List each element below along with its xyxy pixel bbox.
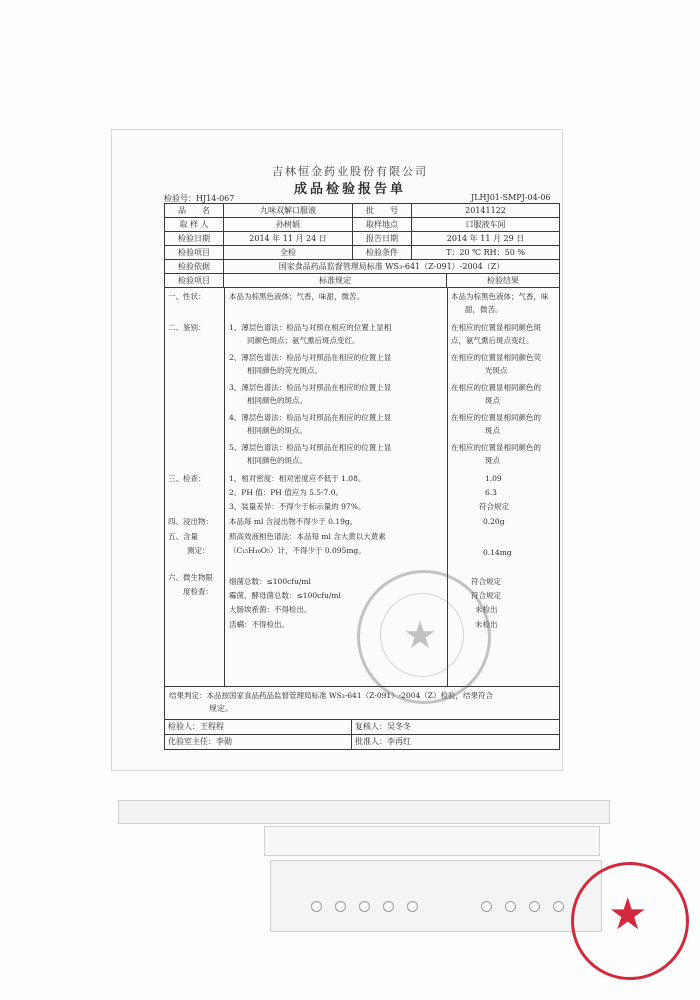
paper-edge: [118, 800, 610, 824]
result-line: 未检出: [475, 605, 498, 614]
paper-edge: [264, 826, 600, 856]
result-line: 在相应的位置显相同颜色的: [451, 413, 541, 422]
result-line: 符合规定: [471, 591, 501, 600]
info-row: [165, 232, 559, 246]
batch-value: 20141122: [465, 206, 506, 215]
info-row: [165, 260, 559, 274]
result-line: 1.09: [485, 474, 502, 483]
sampler-value: 孙树娟: [224, 218, 353, 231]
form-code: JLHJ01-SMPJ-04-06: [471, 193, 551, 202]
result-line: 斑点: [485, 426, 500, 435]
perforated-strip: [270, 860, 602, 932]
faded-company-seal: [357, 570, 491, 704]
item-label: 检验项目: [165, 246, 224, 259]
std-line: 大肠埃希菌：不得检出。: [229, 605, 312, 614]
result-line: 甜，微苦。: [465, 305, 503, 314]
std-line: 5、薄层色谱法：检品与对照品在相应的位置上显: [229, 443, 392, 452]
section-inspection: 三、检查：: [168, 474, 206, 483]
std-line: 本品为棕黑色液体；气香，味甜，微苦。: [229, 292, 364, 301]
std-line: 相同颜色的斑点。: [247, 426, 307, 435]
col-item: 检验项目: [165, 274, 224, 287]
section-extract: 四、浸出物：: [168, 517, 213, 526]
result-line: 在相应的位置显相同颜色的: [451, 383, 541, 392]
std-line: （C₁₅H₁₀O₅）计，不得少于 0.095mg。: [229, 546, 366, 555]
test-date-label: 检验日期: [165, 232, 224, 245]
std-line: 照高效液相色谱法：本品每 ml 含大黄以大黄素: [229, 532, 386, 541]
std-line: 活螨：不得检出。: [229, 620, 289, 629]
section-identification: 二、鉴别：: [168, 323, 206, 332]
conclusion-line: 结果判定：本品按国家食品药品监督管理局标准 WS₃-641（Z-091）-2004（Z）检验，结果符合: [169, 691, 493, 700]
section-appearance: 一、性状：: [168, 292, 206, 301]
result-line: 光斑点: [485, 366, 508, 375]
result-line: 斑点: [485, 456, 500, 465]
supervisor: 化验室主任：李勋: [165, 735, 352, 749]
std-line: 本品每 ml 含浸出物不得少于 0.19g。: [229, 517, 358, 526]
result-line: 0.20g: [483, 517, 505, 526]
result-line: 点，氨气熏后斑点变红。: [451, 336, 534, 345]
reviewer: 复核人：吴冬冬: [355, 722, 411, 731]
std-line: 相同颜色的荧光斑点。: [247, 366, 322, 375]
tester: 检验人：王程程: [165, 720, 352, 734]
divider: [224, 288, 225, 686]
product-value: 九味双解口服液: [224, 204, 353, 217]
report-table: [164, 203, 560, 750]
col-result: 检验结果: [487, 276, 519, 285]
cond-label: 检验条件: [353, 246, 412, 259]
std-line: 2、PH 值：PH 值应为 5.5-7.0。: [229, 488, 343, 497]
result-line: 斑点: [485, 396, 500, 405]
result-line: 符合规定: [471, 577, 501, 586]
std-line: 1、薄层色谱法：检品与对照在相应的位置上显相: [229, 323, 392, 332]
conclusion: [165, 687, 559, 720]
result-line: 6.3: [485, 488, 497, 497]
conclusion-line: 规定。: [209, 704, 233, 713]
std-line: 霉菌、酵母菌总数：≤100cfu/ml: [229, 591, 341, 600]
red-quality-seal: [571, 862, 689, 980]
product-label: 品 名: [165, 204, 224, 217]
std-line: 3、薄层色谱法：检品与对照品在相应的位置上显: [229, 383, 392, 392]
item-value: 全检: [224, 246, 353, 259]
result-line: 未检出: [475, 620, 498, 629]
company-name: 吉林恒金药业股份有限公司: [272, 165, 428, 178]
info-row: [165, 204, 559, 218]
result-line: 在相应的位置显相同颜色荧: [451, 353, 541, 362]
std-line: 2、薄层色谱法：检品与对照品在相应的位置上显: [229, 353, 392, 362]
star-icon: ★: [608, 889, 648, 940]
report-number: 检验号：HJ14-067: [164, 194, 235, 203]
result-line: 在相应的位置显相同颜色斑: [451, 323, 541, 332]
report-date-label: 报告日期: [353, 232, 412, 245]
section-assay: 五、含量: [168, 532, 198, 541]
section-assay: 测定：: [187, 546, 210, 555]
report-date-value: 2014 年 11 月 29 日: [446, 234, 525, 243]
std-line: 同颜色斑点；氨气熏后斑点变红。: [247, 336, 360, 345]
info-row: [165, 246, 559, 260]
basis-value: 国家食品药品监督管理局标准 WS₃-641（Z-091）-2004（Z）: [278, 262, 505, 271]
signature-row: [165, 720, 559, 735]
cond-value: T：20 ℃ RH：50 %: [446, 248, 525, 257]
section-microbial: 六、微生物限: [168, 573, 213, 582]
result-line: 0.14mg: [483, 548, 512, 557]
std-line: 4、薄层色谱法：检品与对照品在相应的位置上显: [229, 413, 392, 422]
std-line: 细菌总数：≤100cfu/ml: [229, 577, 311, 586]
location-value: 口服液车间: [465, 220, 506, 229]
test-date-value: 2014 年 11 月 24 日: [224, 232, 353, 245]
sampler-label: 取 样 人: [165, 218, 224, 231]
location-label: 取样地点: [353, 218, 412, 231]
col-standard: 标准规定: [224, 274, 447, 287]
info-row: [165, 218, 559, 232]
result-line: 在相应的位置显相同颜色的: [451, 443, 541, 452]
section-microbial: 度检查：: [183, 587, 213, 596]
std-line: 相同颜色的斑点。: [247, 456, 307, 465]
signature-row: [165, 735, 559, 749]
result-line: 符合规定: [479, 502, 509, 511]
approver: 批准人：李再红: [355, 737, 411, 746]
batch-label: 批 号: [353, 204, 412, 217]
std-line: 3、装量差异：不得少于标示量的 97%。: [229, 502, 366, 511]
report-title: 成品检验报告单: [293, 182, 406, 197]
star-icon: ★: [403, 613, 438, 657]
column-header-row: [165, 274, 559, 288]
std-line: 1、相对密度：相对密度应不低于 1.08。: [229, 474, 366, 483]
std-line: 相同颜色的斑点。: [247, 396, 307, 405]
basis-label: 检验依据: [165, 260, 224, 273]
result-line: 本品为棕黑色液体；气香，味: [451, 292, 549, 301]
